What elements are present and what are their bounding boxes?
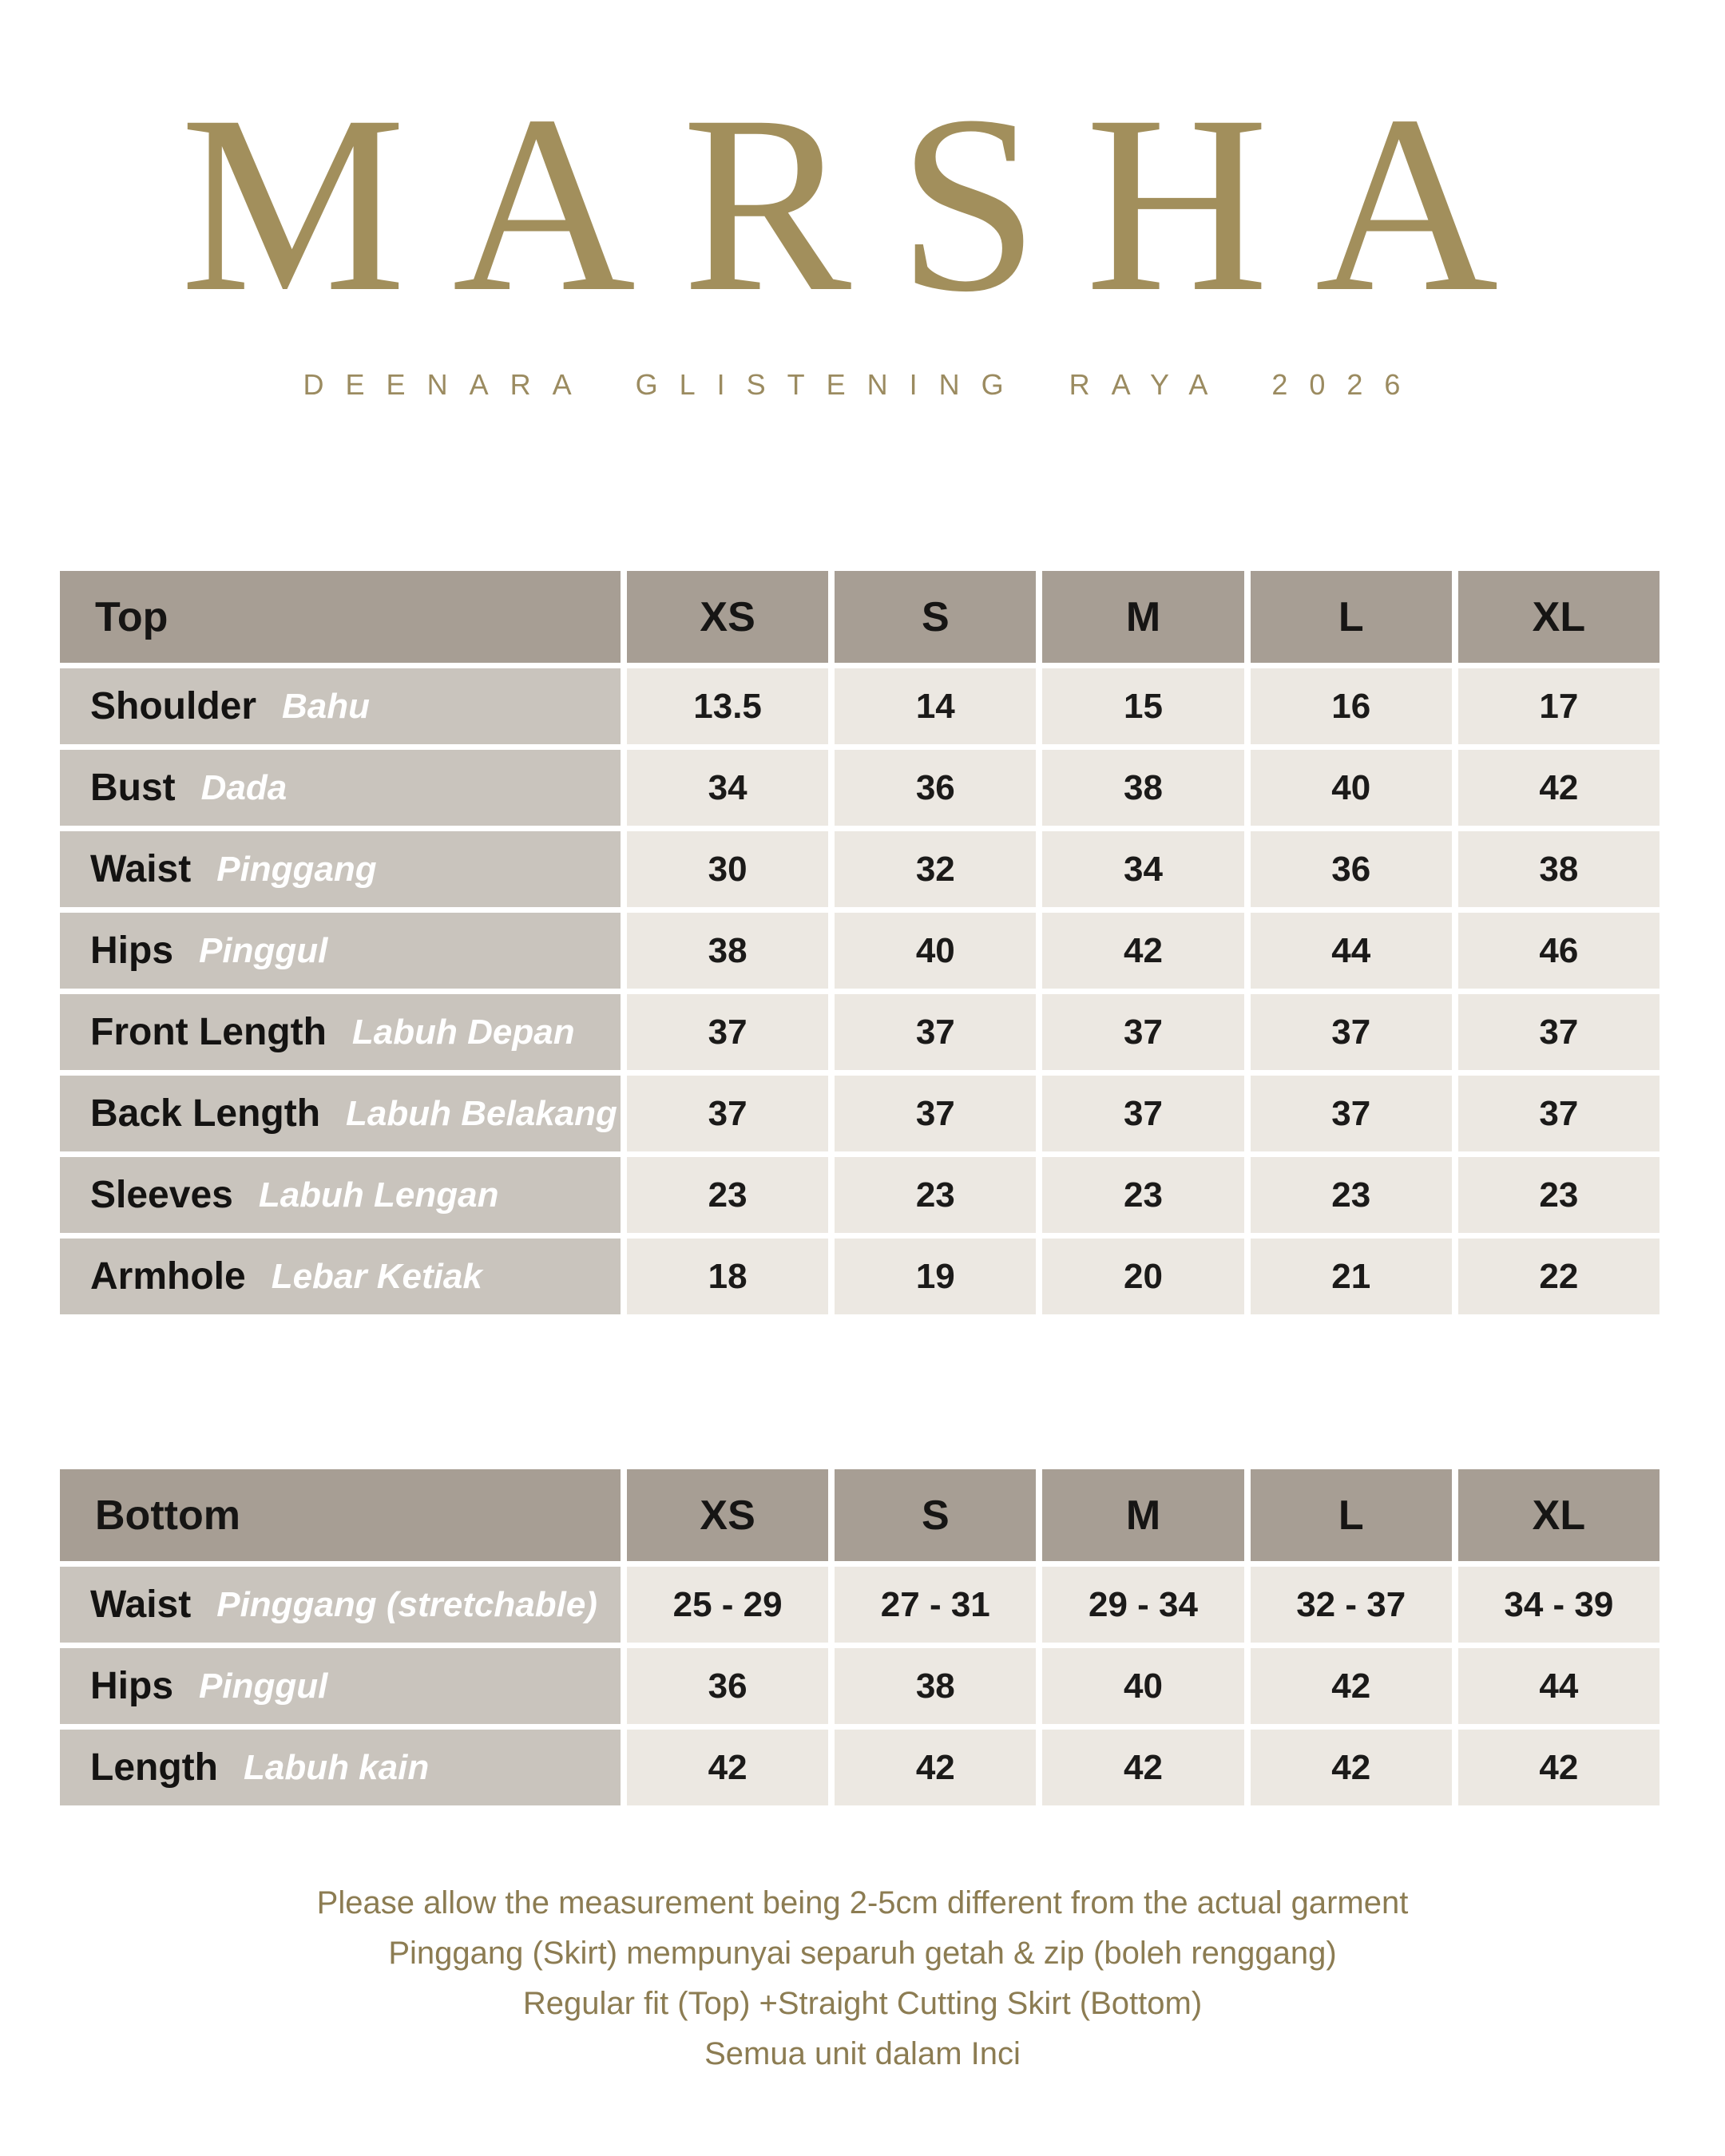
footer-note-line: Semua unit dalam Inci <box>704 2036 1021 2071</box>
value-cell: 44 <box>1251 913 1452 989</box>
row-translation-text: Lebar Ketiak <box>271 1256 482 1296</box>
row-label-text: Waist <box>90 848 192 890</box>
value-cell: 38 <box>627 913 828 989</box>
row-translation-text: Labuh Belakang <box>346 1093 617 1133</box>
value-cell: 37 <box>835 1076 1036 1151</box>
value-cell: 37 <box>1458 1076 1660 1151</box>
top-col-header-l: L <box>1251 571 1452 663</box>
row-translation-text: Bahu <box>282 686 371 726</box>
top-col-header-s: S <box>835 571 1036 663</box>
row-label-text: Back Length <box>90 1092 321 1135</box>
value-cell: 27 - 31 <box>835 1567 1036 1643</box>
value-cell: 37 <box>1251 994 1452 1070</box>
value-cell: 42 <box>627 1730 828 1805</box>
row-label-shoulder <box>60 668 621 744</box>
row-label-text: Length <box>90 1746 218 1789</box>
row-translation-text: Dada <box>200 767 288 807</box>
value-cell: 29 - 34 <box>1042 1567 1243 1643</box>
bottom-col-header-m: M <box>1042 1469 1243 1561</box>
row-translation-text: Labuh kain <box>243 1747 430 1787</box>
row-translation-text: Labuh Lengan <box>258 1175 499 1215</box>
value-cell: 36 <box>627 1648 828 1724</box>
row-label-text: Shoulder <box>90 685 257 727</box>
value-cell: 37 <box>627 1076 828 1151</box>
value-cell: 32 <box>835 831 1036 907</box>
row-label-text: Sleeves <box>90 1174 233 1216</box>
bottom-col-header-s: S <box>835 1469 1036 1561</box>
row-label-text: Waist <box>90 1583 192 1626</box>
value-cell: 13.5 <box>627 668 828 744</box>
row-translation-text: Pinggang (stretchable) <box>216 1584 597 1624</box>
value-cell: 23 <box>835 1157 1036 1233</box>
value-cell: 42 <box>1458 750 1660 826</box>
row-label-bust <box>60 750 621 826</box>
row-label-armhole <box>60 1239 621 1314</box>
value-cell: 42 <box>1042 913 1243 989</box>
value-cell: 23 <box>1458 1157 1660 1233</box>
bottom-size-table <box>60 1469 1660 1805</box>
value-cell: 42 <box>1251 1648 1452 1724</box>
value-cell: 19 <box>835 1239 1036 1314</box>
top-col-header-m: M <box>1042 571 1243 663</box>
value-cell: 20 <box>1042 1239 1243 1314</box>
row-label-hips <box>60 913 621 989</box>
value-cell: 38 <box>1458 831 1660 907</box>
value-cell: 23 <box>1251 1157 1452 1233</box>
value-cell: 30 <box>627 831 828 907</box>
footer-notes <box>0 1878 1725 2079</box>
value-cell: 37 <box>1458 994 1660 1070</box>
value-cell: 37 <box>1042 994 1243 1070</box>
value-cell: 42 <box>1458 1730 1660 1805</box>
value-cell: 37 <box>1042 1076 1243 1151</box>
footer-note-line: Regular fit (Top) +Straight Cutting Skirt (Bottom) <box>522 1986 1203 2021</box>
value-cell: 32 - 37 <box>1251 1567 1452 1643</box>
value-cell: 34 <box>627 750 828 826</box>
value-cell: 23 <box>1042 1157 1243 1233</box>
row-label-back-length <box>60 1076 621 1151</box>
value-cell: 42 <box>835 1730 1036 1805</box>
bottom-col-header-xl: XL <box>1458 1469 1660 1561</box>
value-cell: 40 <box>1042 1648 1243 1724</box>
value-cell: 37 <box>835 994 1036 1070</box>
value-cell: 40 <box>835 913 1036 989</box>
value-cell: 34 - 39 <box>1458 1567 1660 1643</box>
row-label-text: Hips <box>90 1665 174 1707</box>
row-translation-text: Pinggul <box>199 1666 328 1706</box>
value-cell: 25 - 29 <box>627 1567 828 1643</box>
value-cell: 42 <box>1251 1730 1452 1805</box>
value-cell: 18 <box>627 1239 828 1314</box>
row-label-sleeves <box>60 1157 621 1233</box>
value-cell: 37 <box>1251 1076 1452 1151</box>
value-cell: 22 <box>1458 1239 1660 1314</box>
bottom-table-title-cell: Bottom <box>60 1469 621 1561</box>
brand-title: MARSHA <box>180 63 1545 344</box>
footer-note-line: Pinggang (Skirt) mempunyai separuh getah & zip (boleh renggang) <box>388 1936 1337 1971</box>
value-cell: 40 <box>1251 750 1452 826</box>
value-cell: 17 <box>1458 668 1660 744</box>
value-cell: 34 <box>1042 831 1243 907</box>
row-translation-text: Pinggul <box>199 930 328 970</box>
row-translation-text: Labuh Depan <box>351 1012 575 1052</box>
bottom-col-header-l: L <box>1251 1469 1452 1561</box>
top-size-table <box>60 571 1660 1314</box>
value-cell: 16 <box>1251 668 1452 744</box>
bottom-col-header-xs: XS <box>627 1469 828 1561</box>
row-label-front-length <box>60 994 621 1070</box>
value-cell: 42 <box>1042 1730 1243 1805</box>
row-label-waist <box>60 831 621 907</box>
row-label-text: Hips <box>90 929 174 972</box>
value-cell: 36 <box>835 750 1036 826</box>
value-cell: 14 <box>835 668 1036 744</box>
row-label-bottom-length <box>60 1730 621 1805</box>
row-label-text: Armhole <box>90 1255 246 1298</box>
row-label-text: Front Length <box>90 1011 327 1053</box>
value-cell: 23 <box>627 1157 828 1233</box>
top-table-title-cell: Top <box>60 571 621 663</box>
value-cell: 38 <box>1042 750 1243 826</box>
value-cell: 36 <box>1251 831 1452 907</box>
top-col-header-xl: XL <box>1458 571 1660 663</box>
row-label-text: Bust <box>90 767 176 809</box>
value-cell: 37 <box>627 994 828 1070</box>
value-cell: 44 <box>1458 1648 1660 1724</box>
row-translation-text: Pinggang <box>216 849 377 889</box>
row-label-bottom-waist <box>60 1567 621 1643</box>
value-cell: 15 <box>1042 668 1243 744</box>
value-cell: 38 <box>835 1648 1036 1724</box>
top-col-header-xs: XS <box>627 571 828 663</box>
row-label-bottom-hips <box>60 1648 621 1724</box>
brand-subtitle: DEENARA GLISTENING RAYA 2026 <box>303 368 1422 401</box>
value-cell: 21 <box>1251 1239 1452 1314</box>
footer-note-line: Please allow the measurement being 2-5cm different from the actual garment <box>316 1885 1409 1920</box>
value-cell: 46 <box>1458 913 1660 989</box>
